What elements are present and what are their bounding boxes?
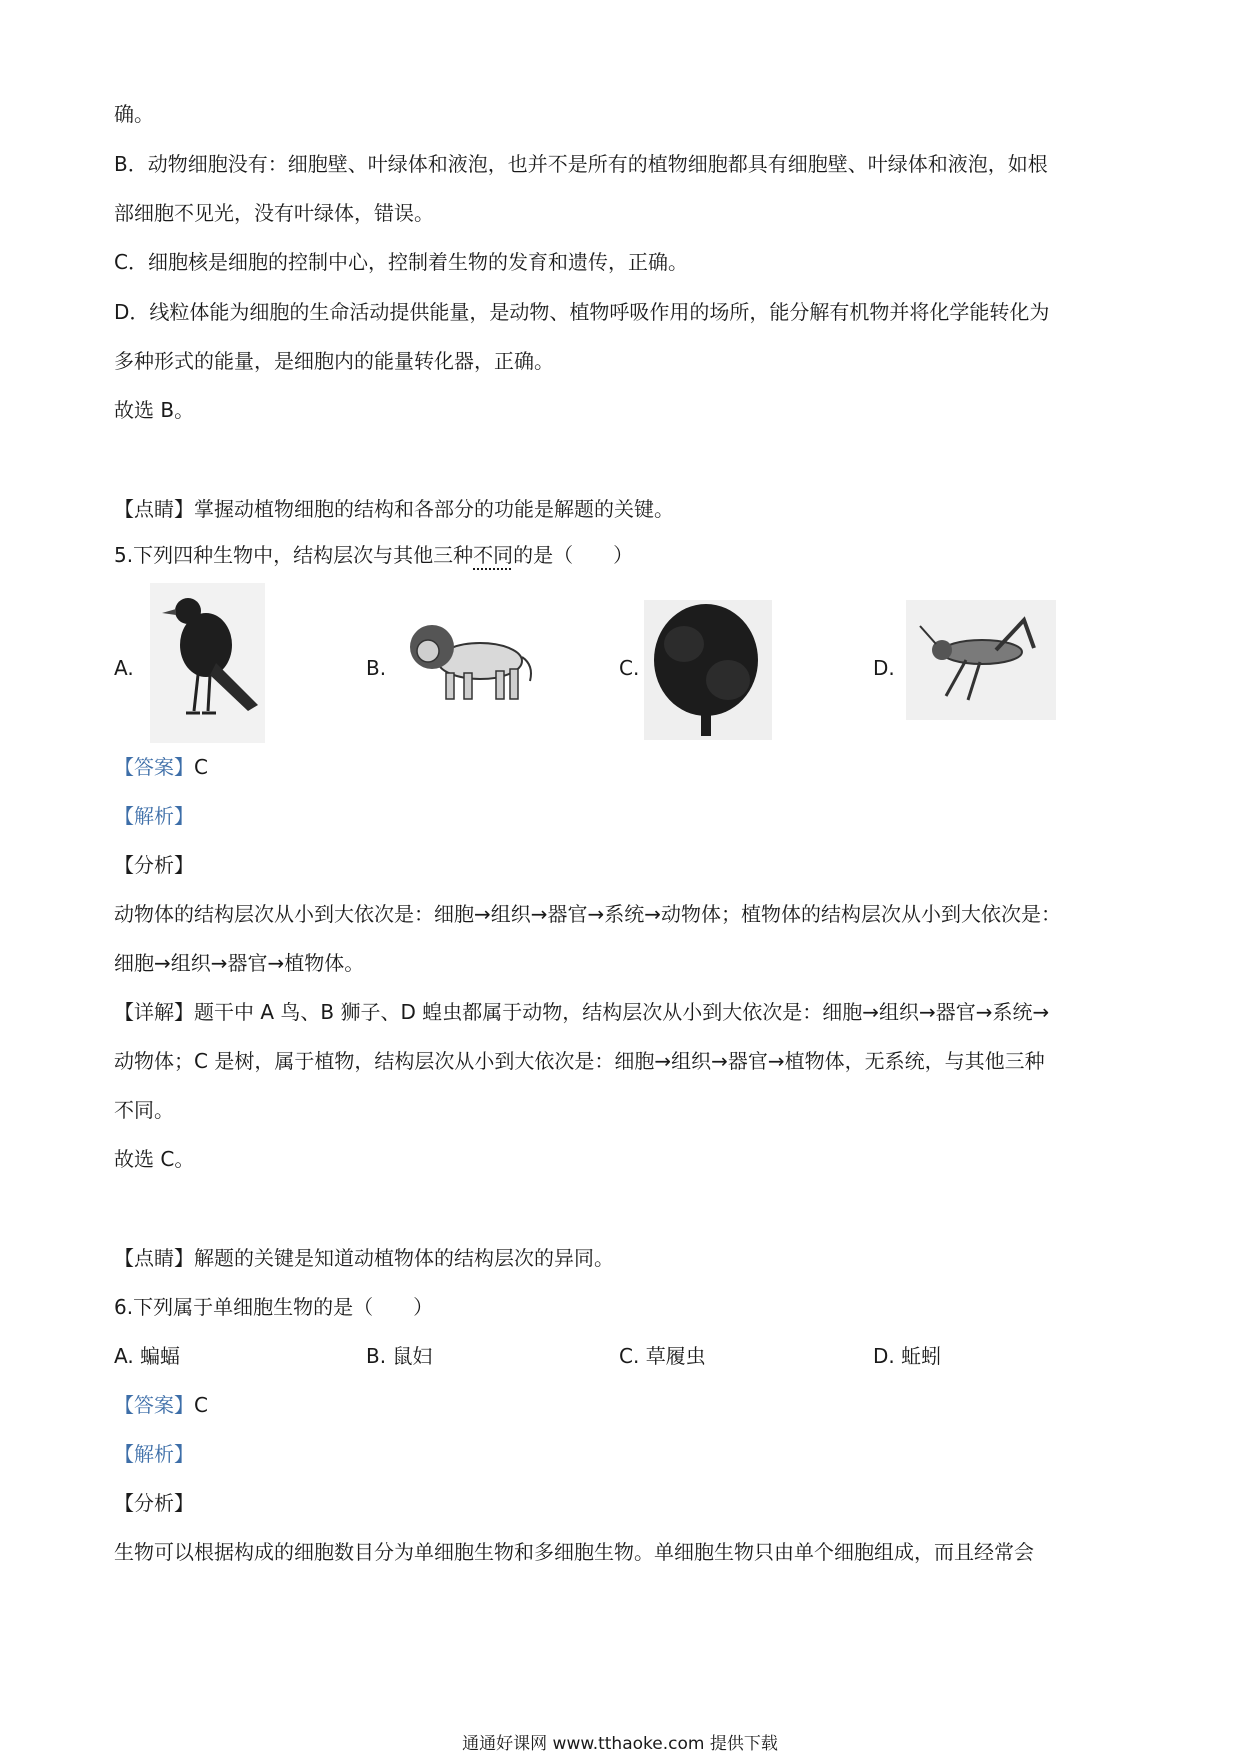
q6-option-a-label: A. [114, 1344, 134, 1368]
q6-option-b-label: B. [366, 1344, 387, 1368]
q5-option-c-label: C. [619, 656, 640, 680]
tree-image [644, 600, 772, 740]
q4-option-b-line-2: 部细胞不见光，没有叶绿体，错误。 [114, 201, 434, 225]
q4-choice: 故选 B。 [114, 398, 195, 422]
q5-stem-before: 5.下列四种生物中，结构层次与其他三种 [114, 543, 474, 567]
q4-option-c-line: C．细胞核是细胞的控制中心，控制着生物的发育和遗传，正确。 [114, 250, 688, 274]
q5-stem-after: 的是（ ） [513, 543, 634, 567]
q6-option-c-label: C. [619, 1344, 640, 1368]
q4-option-d-line-1: D．线粒体能为细胞的生命活动提供能量，是动物、植物呼吸作用的场所，能分解有机物并将化学能转化为 [114, 300, 1050, 324]
q6-option-a-text: 蝙蝠 [140, 1344, 181, 1368]
q6-stem: 6.下列属于单细胞生物的是（ ） [114, 1295, 434, 1319]
q6-answer-tag: 【答案】 [114, 1393, 194, 1417]
q6-answer-value: C [194, 1393, 208, 1417]
q5-answer [114, 752, 208, 782]
q5-tip: 【点睛】解题的关键是知道动植物体的结构层次的异同。 [114, 1246, 614, 1270]
q4-tip: 【点睛】掌握动植物细胞的结构和各部分的功能是解题的关键。 [114, 497, 674, 521]
q6-option-c-text: 草履虫 [645, 1344, 706, 1368]
q5-option-a-label: A. [114, 656, 134, 680]
q6-fenxi-tag: 【分析】 [114, 1491, 194, 1515]
q6-option-a [114, 1341, 180, 1371]
q5-detail-line-3: 不同。 [114, 1098, 174, 1122]
q6-option-b-text: 鼠妇 [392, 1344, 433, 1368]
q4-option-d-line-2: 多种形式的能量，是细胞内的能量转化器，正确。 [114, 349, 554, 373]
q4-line-0: 确。 [114, 102, 154, 126]
q5-stem-emphasis: 不同 [473, 543, 514, 567]
lion-image [404, 617, 539, 707]
q5-answer-value: C [194, 755, 208, 779]
q6-analysis-tag: 【解析】 [114, 1442, 194, 1466]
grasshopper-image [906, 600, 1056, 720]
page-footer: 通通好课网 www.tthaoke.com 提供下载 [462, 1734, 778, 1754]
q6-answer [114, 1390, 208, 1420]
bird-image [150, 583, 265, 743]
q6-fenxi-line-1: 生物可以根据构成的细胞数目分为单细胞生物和多细胞生物。单细胞生物只由单个细胞组成，而且经常会 [114, 1540, 1034, 1564]
q5-fenxi-line-1: 动物体的结构层次从小到大依次是：细胞→组织→器官→系统→动物体；植物体的结构层次从小到大依次是： [114, 902, 1062, 926]
q5-stem [114, 540, 633, 570]
q6-option-b [366, 1341, 432, 1371]
q5-answer-tag: 【答案】 [114, 755, 194, 779]
q5-choice: 故选 C。 [114, 1147, 195, 1171]
q5-detail-line-2: 动物体；C 是树，属于植物，结构层次从小到大依次是：细胞→组织→器官→植物体，无系统，与其他三种 [114, 1049, 1045, 1073]
q6-option-d-text: 蚯蚓 [901, 1344, 942, 1368]
q6-options [114, 1341, 1134, 1371]
q6-option-d [873, 1341, 941, 1371]
q5-detail-line-1: 【详解】题干中 A 鸟、B 狮子、D 蝗虫都属于动物，结构层次从小到大依次是：细胞→组织→器官→系统→ [114, 1000, 1050, 1024]
q5-option-d-label: D. [873, 656, 895, 680]
q5-fenxi-tag: 【分析】 [114, 853, 194, 877]
q6-option-d-label: D. [873, 1344, 895, 1368]
q5-fenxi-line-2: 细胞→组织→器官→植物体。 [114, 951, 365, 975]
q5-analysis-tag: 【解析】 [114, 804, 194, 828]
q6-option-c [619, 1341, 706, 1371]
q5-option-b-label: B. [366, 656, 387, 680]
q4-option-b-line-1: B．动物细胞没有：细胞壁、叶绿体和液泡，也并不是所有的植物细胞都具有细胞壁、叶绿体和液泡，如根 [114, 152, 1048, 176]
